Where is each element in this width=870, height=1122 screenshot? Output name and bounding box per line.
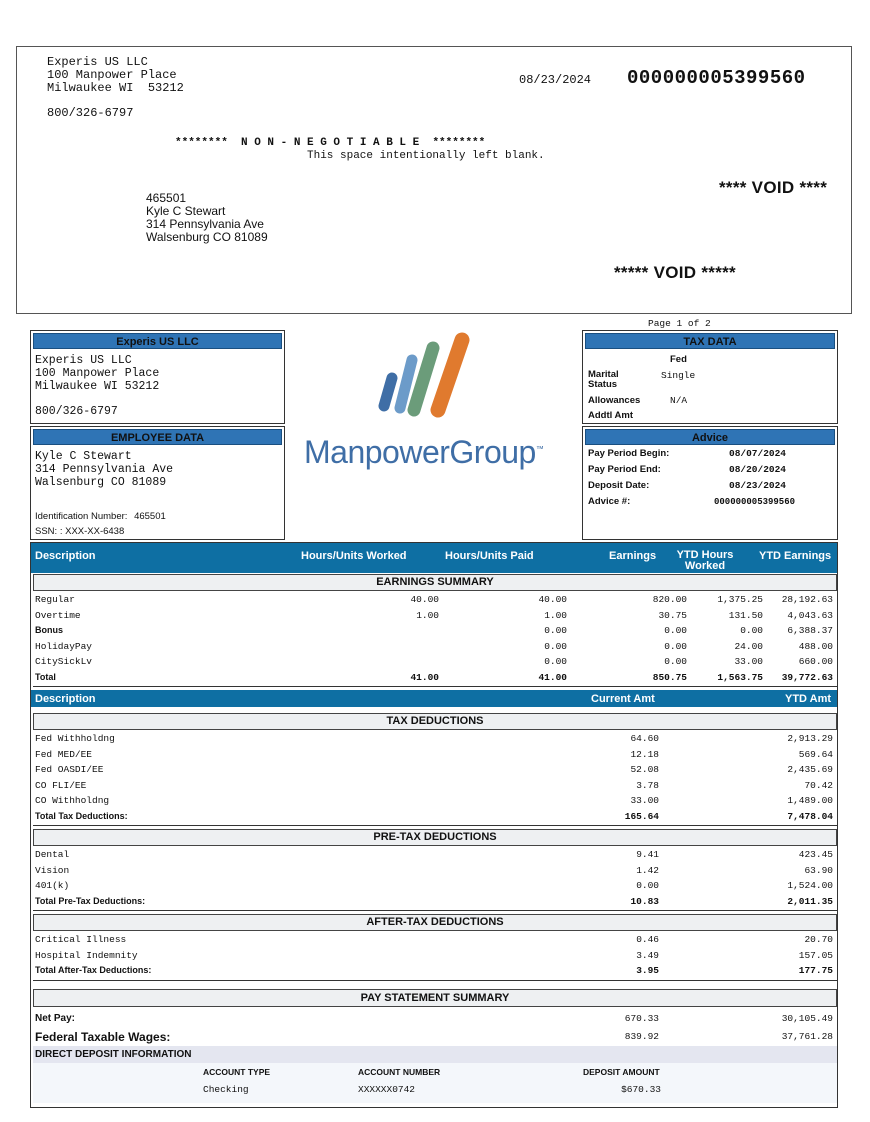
earnings-summary-title: EARNINGS SUMMARY (33, 574, 837, 591)
dd-col-account-type: ACCOUNT TYPE (203, 1067, 271, 1077)
void-stamp-upper: **** VOID **** (719, 178, 828, 197)
marital-status-value: Single (661, 370, 696, 381)
advice-box (582, 426, 838, 540)
deduction-current: 0.46 (636, 934, 659, 945)
check-number: 000000005399560 (627, 67, 806, 89)
earnings-row (33, 608, 837, 624)
deduction-row (33, 932, 837, 948)
pay-period-begin-label: Pay Period Begin: (588, 448, 670, 459)
company-logo (300, 330, 575, 540)
deduction-row (33, 878, 837, 894)
earning-amount: 0.00 (664, 640, 687, 652)
employer-box (30, 330, 285, 424)
col-earnings: Earnings (609, 550, 657, 562)
deduction-current: 9.41 (636, 849, 659, 860)
deduction-current: 3.95 (636, 965, 659, 977)
aftertax-bottom-rule (33, 980, 837, 981)
direct-deposit-title: DIRECT DEPOSIT INFORMATION (35, 1049, 192, 1060)
deduction-current: 3.49 (636, 949, 659, 961)
payee-street: 314 Pennsylvania Ave (146, 217, 264, 231)
deduction-description: Fed MED/EE (35, 748, 93, 760)
dd-col-account-number: ACCOUNT NUMBER (358, 1067, 441, 1077)
check-date: 08/23/2024 (519, 73, 592, 87)
logo-trademark: ™ (535, 444, 544, 454)
earnings-row (33, 654, 837, 670)
deduction-description: Hospital Indemnity (35, 949, 138, 961)
net-pay-label: Net Pay: (35, 1013, 76, 1024)
earning-ytd-hours: 24.00 (734, 640, 763, 652)
void-stamp-lower: ***** VOID ***** (614, 263, 736, 282)
col-hours-paid: Hours/Units Paid (445, 550, 534, 562)
earning-hours-worked: 1.00 (416, 609, 439, 621)
deductions-column-header (31, 690, 837, 707)
deduction-row (33, 731, 837, 747)
logo-mark-icon (300, 330, 575, 430)
advice-number-label: Advice #: (588, 496, 631, 507)
earning-description: Regular (35, 594, 75, 605)
deduction-description: Fed Withholdng (35, 733, 115, 744)
earning-amount: 0.00 (664, 625, 687, 637)
check-company-name: Experis US LLC (47, 55, 148, 69)
pay-period-end-value: 08/20/2024 (729, 464, 787, 475)
employer-city: Milwaukee WI 53212 (35, 380, 160, 393)
earning-ytd-amount: 660.00 (798, 656, 833, 668)
advice-header: Advice (585, 429, 835, 445)
deduction-description: Total Tax Deductions: (35, 811, 128, 821)
employee-address (35, 450, 173, 489)
dd-account-type: Checking (203, 1084, 249, 1095)
ded-col-ytd: YTD Amt (785, 693, 832, 705)
tax-deductions-title: TAX DEDUCTIONS (33, 713, 837, 730)
employee-box (30, 426, 285, 540)
deduction-row (33, 863, 837, 879)
aftertax-deductions-title: AFTER-TAX DEDUCTIONS (33, 914, 837, 931)
deduction-row (33, 778, 837, 794)
pay-period-end-label: Pay Period End: (588, 464, 661, 475)
fed-label: Fed (670, 354, 687, 365)
ssn-value: : XXX-XX-6438 (59, 526, 125, 537)
earning-description: HolidayPay (35, 640, 93, 652)
deduction-current: 10.83 (630, 895, 659, 907)
federal-taxable-wages-label: Federal Taxable Wages: (35, 1030, 171, 1044)
earnings-row (33, 639, 837, 655)
col-ytd-hours-line1: YTD Hours (676, 549, 734, 561)
pretax-deductions-title: PRE-TAX DEDUCTIONS (33, 829, 837, 846)
page-indicator: Page 1 of 2 (648, 318, 711, 329)
deduction-ytd: 1,524.00 (787, 880, 833, 892)
deduction-total-row (33, 809, 837, 825)
deduction-row (33, 793, 837, 809)
deduction-current: 1.42 (636, 864, 659, 876)
tax-data-box (582, 330, 838, 424)
employee-name: Kyle C Stewart (35, 450, 132, 463)
earning-description: CitySickLv (35, 656, 93, 668)
deduction-row (33, 948, 837, 964)
federal-taxable-wages-ytd: 37,761.28 (781, 1031, 833, 1042)
deduction-row (33, 847, 837, 863)
earning-ytd-hours: 0.00 (740, 625, 763, 637)
earning-ytd-hours: 131.50 (728, 609, 763, 621)
deduction-current: 52.08 (630, 764, 659, 776)
pretax-bottom-rule (33, 910, 837, 911)
deduction-ytd: 2,011.35 (787, 895, 833, 907)
earning-ytd-hours: 33.00 (734, 656, 763, 668)
earning-amount: 820.00 (652, 594, 687, 605)
earning-description: Overtime (35, 609, 81, 621)
deduction-ytd: 1,489.00 (787, 795, 833, 807)
check-company-street: 100 Manpower Place (47, 68, 177, 82)
logo-text: ManpowerGroup (304, 434, 536, 470)
deduction-description: 401(k) (35, 880, 70, 892)
non-negotiable-banner: ******** N O N - N E G O T I A B L E ******** (175, 137, 486, 149)
deduction-ytd: 423.45 (798, 849, 833, 860)
earning-hours-worked: 41.00 (410, 672, 439, 683)
tax-data-header: TAX DATA (585, 333, 835, 349)
federal-taxable-wages-current: 839.92 (624, 1031, 659, 1042)
deduction-current: 165.64 (624, 811, 659, 822)
deduction-ytd: 2,913.29 (787, 733, 833, 744)
deposit-date-value: 08/23/2024 (729, 480, 787, 491)
deduction-description: Critical Illness (35, 934, 127, 945)
col-ytd-hours (675, 550, 735, 572)
earnings-total-row (33, 670, 837, 686)
deduction-description: Dental (35, 849, 70, 860)
check-stub (16, 46, 852, 314)
identification-value: 465501 (134, 511, 166, 522)
employee-city: Walsenburg CO 81089 (35, 476, 167, 489)
deduction-current: 33.00 (630, 795, 659, 807)
check-company-city: Milwaukee WI 53212 (47, 81, 184, 95)
tax-bottom-rule (33, 825, 837, 826)
deduction-current: 64.60 (630, 733, 659, 744)
earnings-row (33, 623, 837, 639)
dd-deposit-amount: $670.33 (621, 1084, 661, 1095)
ssn-line (35, 526, 124, 537)
pay-period-begin-value: 08/07/2024 (729, 448, 787, 459)
pay-statement-table (30, 542, 838, 1108)
earning-description: Total (35, 672, 56, 682)
earning-ytd-amount: 28,192.63 (781, 594, 833, 605)
earning-ytd-amount: 488.00 (798, 640, 833, 652)
deduction-description: Vision (35, 864, 70, 876)
deduction-description: Total After-Tax Deductions: (35, 965, 152, 976)
ded-col-current: Current Amt (591, 693, 655, 705)
deduction-ytd: 70.42 (804, 779, 833, 791)
direct-deposit-bar (33, 1046, 837, 1063)
ded-col-description: Description (35, 693, 96, 705)
deduction-description: Total Pre-Tax Deductions: (35, 895, 146, 906)
marital-status-label (588, 370, 619, 390)
deduction-ytd: 20.70 (804, 934, 833, 945)
employer-name: Experis US LLC (35, 354, 132, 367)
earning-ytd-amount: 39,772.63 (781, 672, 833, 683)
earning-amount: 0.00 (664, 656, 687, 668)
earning-hours-paid: 0.00 (544, 656, 567, 668)
deduction-ytd: 157.05 (798, 949, 833, 961)
earning-ytd-amount: 6,388.37 (787, 625, 833, 637)
dd-col-deposit-amount: DEPOSIT AMOUNT (583, 1067, 660, 1077)
deduction-total-row (33, 894, 837, 910)
deduction-ytd: 7,478.04 (787, 811, 833, 822)
deduction-total-row (33, 963, 837, 979)
dd-account-number: XXXXXX0742 (358, 1084, 416, 1095)
earning-hours-paid: 0.00 (544, 625, 567, 637)
deposit-date-label: Deposit Date: (588, 480, 650, 491)
employer-street: 100 Manpower Place (35, 367, 160, 380)
payee-address (146, 192, 268, 244)
deduction-ytd: 63.90 (804, 864, 833, 876)
deduction-description: CO Withholdng (35, 795, 110, 807)
earnings-column-header (31, 543, 837, 573)
ssn-label: SSN: (35, 526, 58, 537)
earning-hours-paid: 1.00 (544, 609, 567, 621)
employer-phone: 800/326-6797 (35, 405, 118, 418)
payee-city: Walsenburg CO 81089 (146, 230, 268, 244)
earning-description: Bonus (35, 625, 63, 636)
payee-name: Kyle C Stewart (146, 204, 226, 218)
earning-amount: 30.75 (658, 609, 687, 621)
deduction-row (33, 762, 837, 778)
deduction-current: 12.18 (630, 748, 659, 760)
employee-header: EMPLOYEE DATA (33, 429, 282, 445)
earnings-row (33, 592, 837, 608)
col-ytd-hours-line2: Worked (684, 560, 726, 572)
earning-hours-paid: 40.00 (538, 594, 567, 605)
net-pay-current: 670.33 (624, 1013, 659, 1024)
check-company-phone: 800/326-6797 (47, 106, 134, 120)
deduction-ytd: 569.64 (798, 748, 833, 760)
advice-number-value: 000000005399560 (714, 497, 796, 507)
allowances-label: Allowances (588, 395, 641, 406)
employee-street: 314 Pennsylvania Ave (35, 463, 174, 476)
logo-wordmark (304, 434, 543, 471)
marital-label-line1: Marital (588, 369, 619, 380)
deduction-row (33, 747, 837, 763)
employer-header: Experis US LLC (33, 333, 282, 349)
earning-amount: 850.75 (652, 672, 687, 683)
earning-hours-worked: 40.00 (410, 594, 439, 605)
col-ytd-earnings: YTD Earnings (759, 550, 832, 562)
earning-hours-paid: 41.00 (538, 672, 567, 683)
deduction-description: CO FLI/EE (35, 779, 87, 791)
deduction-current: 0.00 (636, 880, 659, 892)
col-hours-worked: Hours/Units Worked (301, 550, 407, 562)
earning-ytd-amount: 4,043.63 (787, 609, 833, 621)
payee-id: 465501 (146, 191, 187, 205)
additional-amount-label: Addtl Amt (588, 410, 634, 421)
earning-ytd-hours: 1,375.25 (717, 594, 763, 605)
identification-line (35, 511, 166, 522)
allowances-value: N/A (670, 395, 688, 406)
pay-summary-title: PAY STATEMENT SUMMARY (33, 989, 837, 1007)
employer-address (35, 354, 159, 418)
blank-space-note: This space intentionally left blank. (307, 150, 545, 162)
identification-label: Identification Number: (35, 511, 128, 522)
deduction-current: 3.78 (636, 779, 659, 791)
net-pay-ytd: 30,105.49 (781, 1013, 833, 1024)
col-description: Description (35, 550, 96, 562)
deduction-description: Fed OASDI/EE (35, 764, 104, 776)
deduction-ytd: 2,435.69 (787, 764, 833, 776)
earning-ytd-hours: 1,563.75 (717, 672, 763, 683)
direct-deposit-body (33, 1063, 837, 1103)
deduction-ytd: 177.75 (798, 965, 833, 977)
earning-hours-paid: 0.00 (544, 640, 567, 652)
earnings-bottom-rule (33, 686, 837, 687)
marital-label-line2: Status (588, 379, 618, 390)
